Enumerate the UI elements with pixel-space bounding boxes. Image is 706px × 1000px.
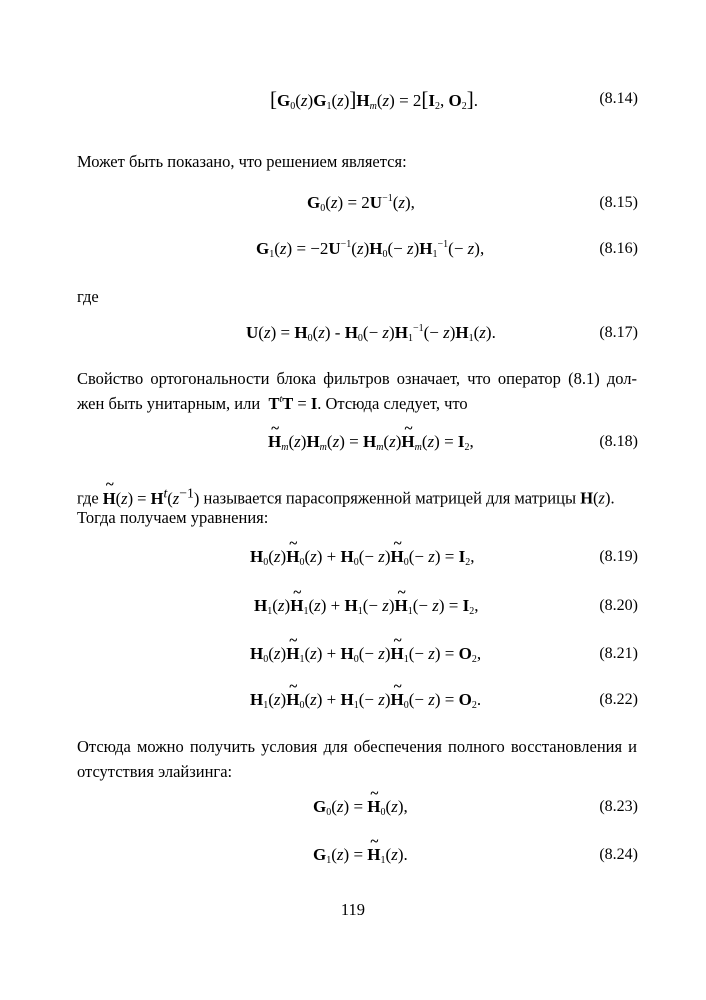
paragraph-line	[77, 391, 637, 416]
equation-number: (8.21)	[599, 645, 638, 662]
equation-formula: $H_0(z)\sim$ $H_0(z) + H_0(-$ z)~ $H_0(- z) = I_2$,	[250, 542, 475, 572]
equation-number: (8.23)	[599, 798, 638, 815]
paragraph-text: где	[77, 488, 99, 508]
inline-formula: $T^tT = I$	[268, 394, 318, 413]
paragraph-text: жен быть унитарным, или	[77, 394, 261, 413]
equation-number: (8.24)	[599, 846, 638, 863]
equation-number: (8.20)	[599, 597, 638, 614]
equation-number: (8.15)	[599, 194, 638, 211]
inline-formula: ~ $H(z) = H^t(z^{-1})$	[103, 489, 200, 508]
equation-number: (8.22)	[599, 691, 638, 708]
equation-8-21	[0, 639, 706, 669]
equation-8-16	[0, 234, 706, 264]
page-number: 119	[340, 900, 366, 919]
equation-formula: $G_0(z) = 2U^{-1}(z)$,	[307, 193, 415, 214]
paragraph-line: Отсюда можно получить условия для обеспечения полного восстановления и	[77, 737, 637, 756]
paragraph: Тогда получаем уравнения:	[77, 508, 269, 527]
inline-formula: H(z).	[580, 488, 615, 508]
equation-8-23	[0, 792, 706, 822]
equation-number: (8.14)	[599, 90, 638, 107]
equation-8-24	[0, 840, 706, 870]
equation-formula: $G_1(z) = -2U^{-1}(z)H_0(- z)H_1^{-1}(- z)$,	[256, 239, 485, 260]
paragraph: где	[77, 287, 99, 306]
equation-8-17	[0, 318, 706, 348]
equation-8-18	[0, 427, 706, 457]
equation-8-19	[0, 542, 706, 572]
equation-formula: $G_1(z)$ = ~ $H_1(z)$.	[313, 840, 408, 870]
equation-8-14	[0, 84, 706, 114]
equation-formula: ~ $H_m(z)H_m(z)$ = $H_m(z)\sim$ $H_m(z) = I_2$,	[268, 427, 474, 457]
equation-8-22	[0, 685, 706, 715]
paragraph-text: называется парасопряженной матрицей для матрицы	[203, 488, 577, 508]
paragraph-text: . Отсюда следует, что	[317, 394, 468, 413]
equation-formula: $H_1(z)\sim$ $H_1(z) + H_1(-$ z)~ $H_1(- z) = I_2$,	[254, 591, 479, 621]
equation-formula: $G_0(z)$ = ~ $H_0(z)$,	[313, 792, 408, 822]
equation-8-20	[0, 591, 706, 621]
equation-formula: $U(z) = H_0(z) - H_0(- z)H_1^{-1}(- z)H_1(z)$.	[246, 323, 496, 344]
equation-formula: $[G_0(z)G_1(z)]H_m(z) = 2[I_2$, $O_2$].	[270, 87, 479, 112]
equation-formula: $H_0(z)\sim$ $H_1(z) + H_0(-$ z)~ $H_1(- z) = O_2$,	[250, 639, 481, 669]
equation-number: (8.16)	[599, 240, 638, 257]
paragraph: Может быть показано, что решением является:	[77, 152, 407, 171]
equation-number: (8.18)	[599, 433, 638, 450]
equation-number: (8.17)	[599, 324, 638, 341]
equation-8-15	[0, 188, 706, 218]
paragraph-line: Свойство ортогональности блока фильтров означает, что оператор (8.1) дол-	[77, 369, 637, 388]
paragraph: отсутствия элайзинга:	[77, 762, 233, 781]
equation-formula: $H_1(z)\sim$ $H_0(z) + H_1(-$ z)~ $H_0(- z) = O_2$.	[250, 685, 481, 715]
equation-number: (8.19)	[599, 548, 638, 565]
